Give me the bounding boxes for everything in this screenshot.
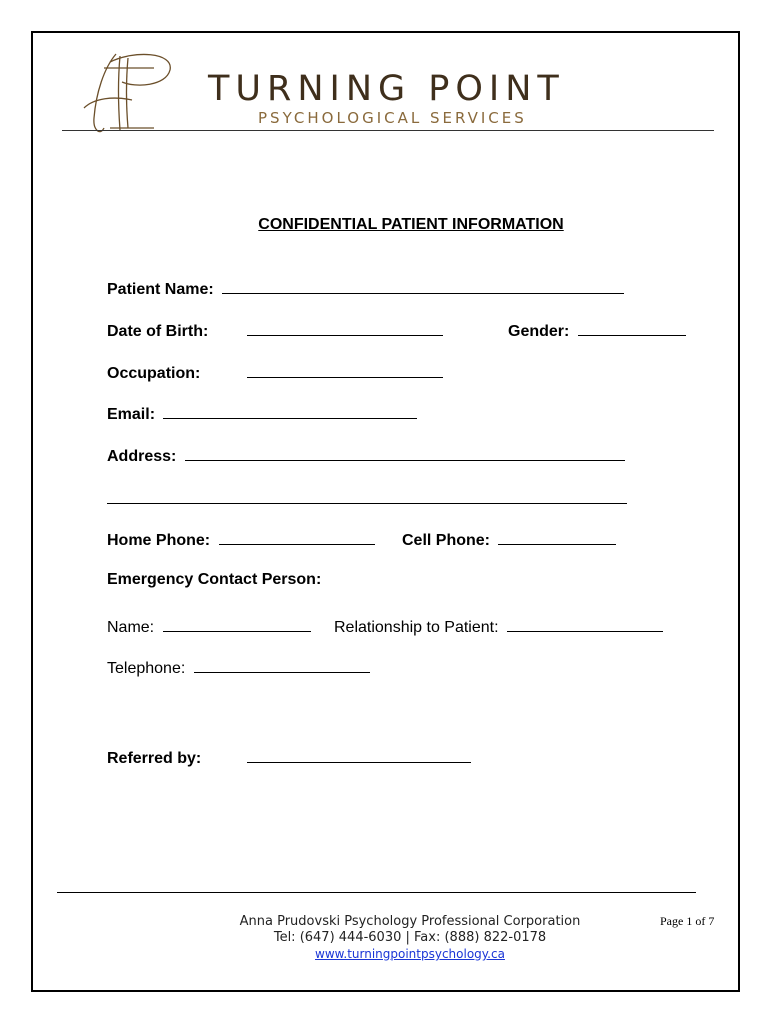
cell-phone-field[interactable] (498, 531, 616, 545)
occupation-row (107, 364, 443, 382)
ec-relationship-row (334, 618, 663, 636)
cell-phone-row (402, 531, 616, 549)
form-title: CONFIDENTIAL PATIENT INFORMATION (258, 216, 564, 233)
email-field[interactable] (163, 405, 417, 419)
ec-telephone-row (107, 659, 370, 677)
ec-name-field[interactable] (163, 618, 311, 632)
page-border (31, 31, 740, 992)
footer-company: Anna Prudovski Psychology Professional Corporation (239, 914, 581, 929)
page-number: Page 1 of 7 (660, 914, 715, 928)
dob-label: Date of Birth: (107, 323, 209, 340)
footer (160, 914, 660, 963)
address-field-line1[interactable] (185, 447, 625, 461)
tp-monogram-icon (74, 48, 184, 138)
gender-label: Gender: (508, 323, 570, 340)
email-label: Email: (107, 406, 156, 423)
patient-name-field[interactable] (222, 280, 624, 294)
ec-relationship-field[interactable] (507, 618, 663, 632)
ec-name-label: Name: (107, 619, 155, 636)
brand-tagline: PSYCHOLOGICAL SERVICES (258, 109, 527, 127)
logo (60, 48, 720, 138)
gender-row (508, 322, 686, 340)
referred-by-row (107, 749, 471, 767)
home-phone-row (107, 531, 375, 549)
address-field-line2[interactable] (107, 490, 627, 504)
occupation-label: Occupation: (107, 365, 201, 382)
home-phone-field[interactable] (219, 531, 375, 545)
dob-row (107, 322, 443, 340)
ec-relationship-label: Relationship to Patient: (334, 619, 499, 636)
address-row (107, 447, 625, 465)
ec-name-row (107, 618, 311, 636)
cell-phone-label: Cell Phone: (402, 532, 491, 549)
occupation-field[interactable] (247, 364, 443, 378)
footer-divider (57, 892, 696, 893)
emergency-contact-heading: Emergency Contact Person: (107, 571, 322, 588)
address-label: Address: (107, 448, 177, 465)
address-row-2 (107, 490, 627, 508)
brand-name: TURNING POINT (208, 69, 565, 109)
referred-by-label: Referred by: (107, 750, 202, 767)
referred-by-field[interactable] (247, 749, 471, 763)
email-row (107, 405, 417, 423)
gender-field[interactable] (578, 322, 686, 336)
footer-website-link[interactable]: www.turningpointpsychology.ca (315, 947, 505, 961)
ec-telephone-label: Telephone: (107, 660, 186, 677)
dob-field[interactable] (247, 322, 443, 336)
patient-name-label: Patient Name: (107, 281, 214, 298)
footer-contact: Tel: (647) 444-6030 | Fax: (888) 822-0178 (273, 930, 547, 945)
home-phone-label: Home Phone: (107, 532, 211, 549)
header-divider (62, 130, 714, 131)
ec-telephone-field[interactable] (194, 659, 370, 673)
patient-name-row (107, 280, 624, 298)
